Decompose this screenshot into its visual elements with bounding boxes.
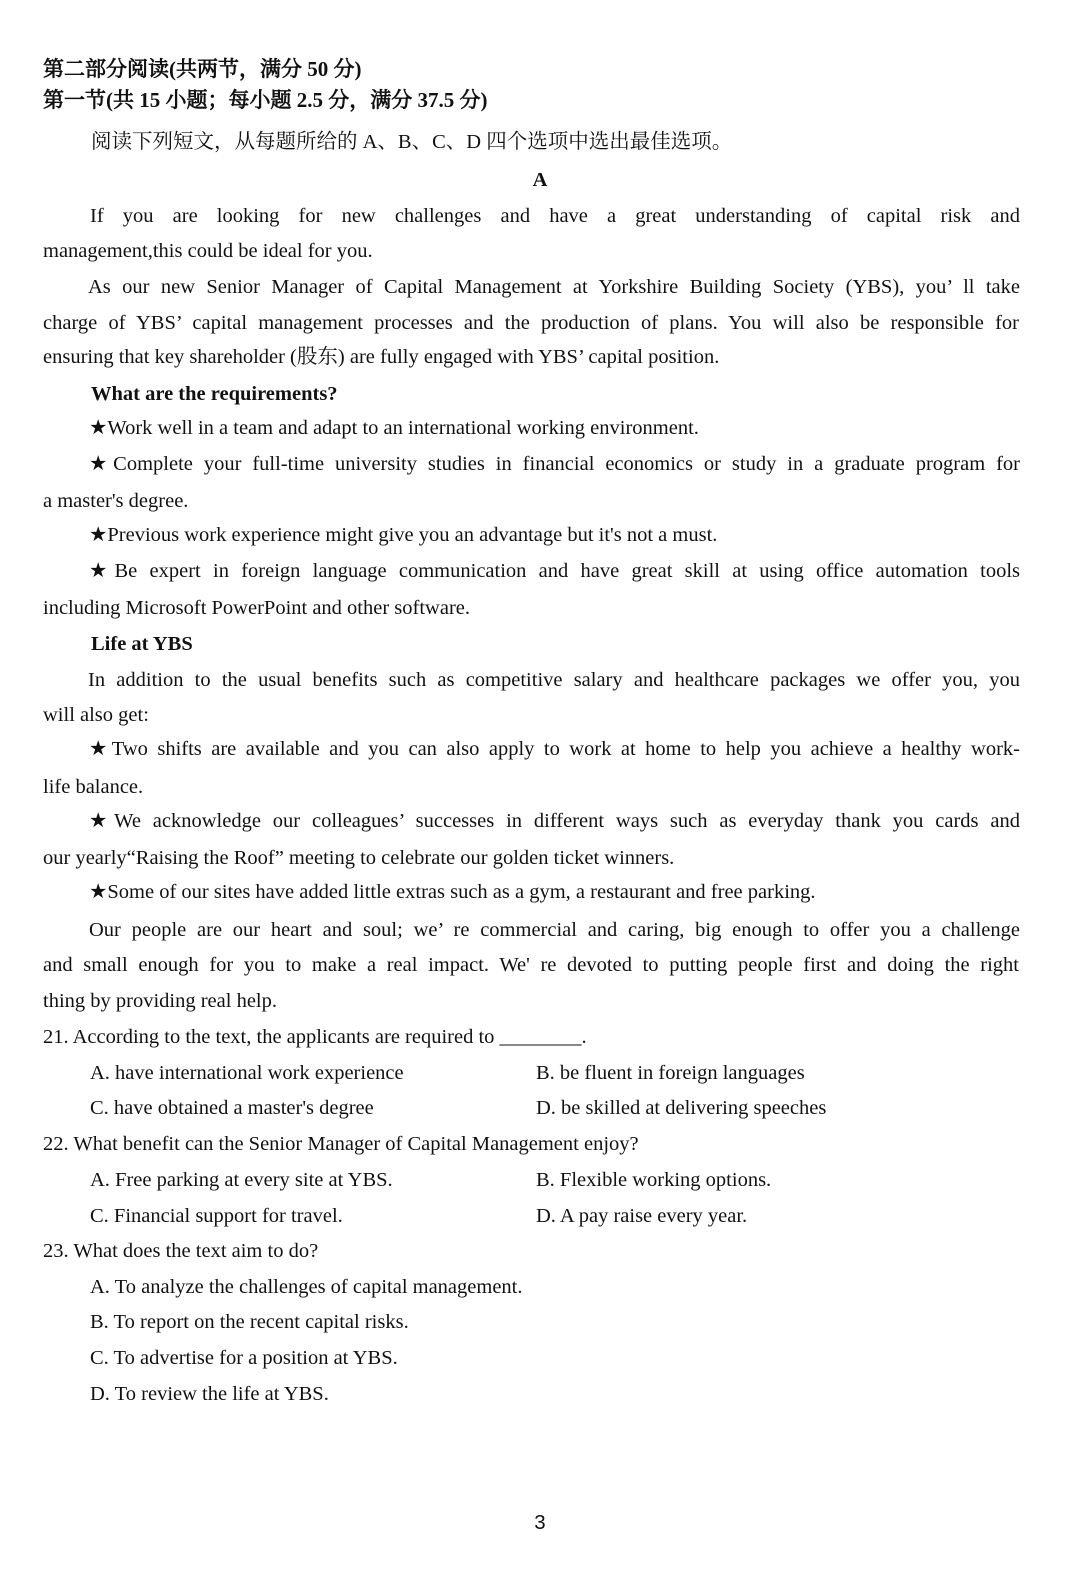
life-line-1: In addition to the usual benefits such as competitive salary and healthcare packages we offer you, you [88,669,1020,691]
question-22-stem: 22. What benefit can the Senior Manager of Capital Management enjoy? [43,1133,639,1155]
role-line-2: charge of YBS’ capital management processes and the production of plans. You will also be responsible for [43,312,1019,334]
question-stem-text: 21. According to the text, the applicants are required to [43,1026,495,1048]
q21-option-d: D. be skilled at delivering speeches [536,1097,827,1119]
page-number: 3 [534,1511,546,1534]
closing-line-1: Our people are our heart and soul; we’ re commercial and caring, big enough to offer you a challenge [89,919,1020,941]
q22-option-c: C. Financial support for travel. [90,1205,343,1227]
q23-option-d: D. To review the life at YBS. [90,1383,329,1405]
passage-label: A [532,169,548,191]
requirements-heading: What are the requirements? [91,383,338,405]
requirement-2-line-1: ★Complete your full-time university studies in financial economics or study in a graduate program for [89,453,1020,475]
question-21-stem [43,1025,587,1049]
question-23-stem: 23. What does the text aim to do? [43,1240,319,1262]
q21-option-c: C. have obtained a master's degree [90,1097,374,1119]
instruction-text: 阅读下列短文，从每题所给的 A、B、C、D 四个选项中选出最佳选项。 [91,131,733,153]
requirement-4-line-1: ★Be expert in foreign language communication and have great skill at using office automation tools [89,560,1020,582]
part-heading: 第二部分阅读(共两节，满分 50 分) [43,57,362,81]
requirement-3: ★Previous work experience might give you an advantage but it's not a must. [89,524,718,546]
q21-option-a: A. have international work experience [90,1062,404,1084]
q22-option-b: B. Flexible working options. [536,1169,772,1191]
closing-line-3: thing by providing real help. [43,990,277,1012]
intro-line-2: management,this could be ideal for you. [43,240,373,262]
q23-option-c: C. To advertise for a position at YBS. [90,1347,398,1369]
intro-line-1: If you are looking for new challenges and have a great understanding of capital risk and [90,205,1020,227]
closing-line-2: and small enough for you to make a real impact. We' re devoted to putting people first and doing the right [43,954,1019,976]
q22-option-a: A. Free parking at every site at YBS. [90,1169,393,1191]
benefit-2-line-1: ★We acknowledge our colleagues’ successes in different ways such as everyday thank you cards and [89,810,1020,832]
requirement-1: ★Work well in a team and adapt to an international working environment. [89,417,699,439]
role-line-1: As our new Senior Manager of Capital Management at Yorkshire Building Society (YBS), you’ ll take [88,276,1020,298]
requirement-4-line-2: including Microsoft PowerPoint and other software. [43,597,471,619]
q23-option-b: B. To report on the recent capital risks. [90,1311,409,1333]
benefit-1-line-2: life balance. [43,776,144,798]
benefit-3: ★Some of our sites have added little extras such as a gym, a restaurant and free parking. [89,881,816,903]
q23-option-a: A. To analyze the challenges of capital management. [90,1276,523,1298]
q21-option-b: B. be fluent in foreign languages [536,1062,805,1084]
benefit-1-line-1: ★Two shifts are available and you can also apply to work at home to help you achieve a healthy work- [89,738,1020,760]
life-heading: Life at YBS [91,633,193,655]
role-line-3: ensuring that key shareholder (股东) are fully engaged with YBS’ capital position. [43,346,720,368]
benefit-2-line-2: our yearly“Raising the Roof” meeting to celebrate our golden ticket winners. [43,847,675,869]
requirement-2-line-2: a master's degree. [43,490,189,512]
q22-option-d: D. A pay raise every year. [536,1205,748,1227]
life-line-2: will also get: [43,704,149,726]
section-heading: 第一节(共 15 小题；每小题 2.5 分，满分 37.5 分) [43,88,488,112]
answer-blank: ________. [499,1026,587,1048]
